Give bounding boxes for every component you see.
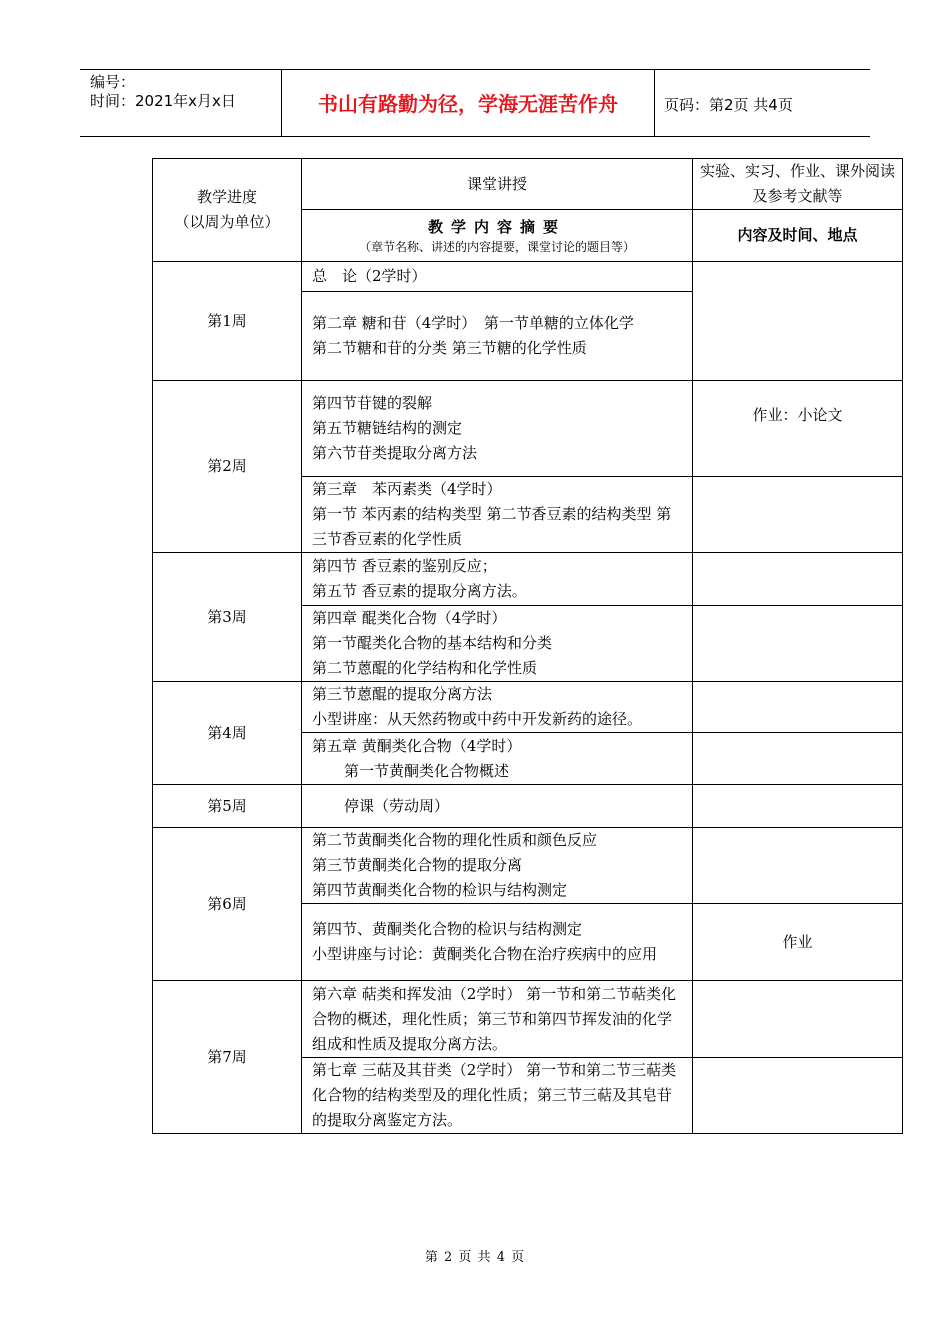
header-motto: 书山有路勤为径，学海无涯苦作舟 xyxy=(318,92,618,116)
content-line: 第四节黄酮类化合物的检识与结构测定 xyxy=(312,881,568,899)
content-cell xyxy=(302,904,693,981)
extra-subheader: 内容及时间、地点 xyxy=(693,210,903,262)
table-row xyxy=(153,785,903,828)
content-line: 停课（劳动周） xyxy=(344,796,450,815)
content-cell xyxy=(302,828,693,904)
extra-cell xyxy=(693,477,903,553)
page-info: 页码：第2页 共4页 xyxy=(664,96,793,114)
content-line: 第一节醌类化合物的基本结构和分类 xyxy=(312,634,553,652)
lecture-column-header: 课堂讲授 xyxy=(302,159,693,210)
table-row xyxy=(153,553,903,606)
header-divider-right xyxy=(654,69,655,136)
summary-subtitle: （章节名称、讲述的内容提要，课堂讨论的题目等） xyxy=(358,239,635,254)
week-column-header xyxy=(153,159,302,262)
page-footer: 第 2 页 共 4 页 xyxy=(424,1250,526,1265)
extra-cell xyxy=(693,682,903,733)
week-cell: 第4周 xyxy=(153,682,302,785)
table-row xyxy=(153,682,903,733)
content-cell xyxy=(302,553,693,606)
table-row xyxy=(153,981,903,1058)
content-line: 第五节糖链结构的测定 xyxy=(312,419,463,437)
extra-cell xyxy=(693,262,903,381)
table-row xyxy=(153,262,903,292)
week-cell: 第5周 xyxy=(153,785,302,828)
content-cell xyxy=(302,606,693,682)
week-header-title: 教学进度 xyxy=(196,188,257,206)
table-row xyxy=(153,381,903,477)
extra-cell xyxy=(693,981,903,1058)
extra-cell: 作业 xyxy=(693,904,903,981)
extra-cell: 作业：小论文 xyxy=(693,381,903,477)
content-line: 第四节、黄酮类化合物的检识与结构测定 xyxy=(312,920,583,938)
content-line: 第二节蒽醌的化学结构和化学性质 xyxy=(312,659,538,677)
content-cell xyxy=(302,381,693,477)
content-line: 第六章 萜类和挥发油（2学时） 第一节和第二节萜类化合物的概述，理化性质；第三节和第四节挥发油的化学组成和性质及提取分离方法。 xyxy=(312,984,677,1053)
content-line: 总 论（2学时） xyxy=(312,267,427,285)
table-header-row xyxy=(153,159,903,210)
content-line: 第二节糖和苷的分类 第三节糖的化学性质 xyxy=(312,339,587,357)
content-cell xyxy=(302,477,693,553)
header-bottom-rule xyxy=(80,136,870,137)
content-line: 第一节 苯丙素的结构类型 第二节香豆素的结构类型 第三节香豆素的化学性质 xyxy=(312,505,672,548)
content-line: 第四章 醌类化合物（4学时） xyxy=(312,609,507,627)
summary-header xyxy=(302,210,693,262)
content-cell xyxy=(302,292,693,381)
content-line: 小型讲座：从天然药物或中药中开发新药的途径。 xyxy=(312,710,643,728)
content-cell xyxy=(302,733,693,785)
extra-cell xyxy=(693,1058,903,1134)
header-top-rule xyxy=(80,69,870,70)
content-line: 第三章 苯丙素类（4学时） xyxy=(312,480,502,498)
week-cell: 第7周 xyxy=(153,981,302,1134)
content-cell xyxy=(302,981,693,1058)
week-cell: 第6周 xyxy=(153,828,302,981)
content-line: 第二章 糖和苷（4学时） 第一节单糖的立体化学 xyxy=(312,314,634,332)
summary-title: 教学内容摘要 xyxy=(427,217,566,236)
extra-cell xyxy=(693,606,903,682)
content-cell xyxy=(302,682,693,733)
content-line: 第一节黄酮类化合物概述 xyxy=(344,761,510,780)
extra-cell xyxy=(693,785,903,828)
content-line: 第五节 香豆素的提取分离方法。 xyxy=(312,582,527,600)
extra-cell xyxy=(693,733,903,785)
content-cell xyxy=(302,1058,693,1134)
week-cell: 第3周 xyxy=(153,553,302,682)
extra-cell xyxy=(693,553,903,606)
content-line: 第七章 三萜及其苷类（2学时） 第一节和第二节三萜类化合物的结构类型及的理化性质；第三节三萜及其皂苷的提取分离鉴定方法。 xyxy=(312,1061,677,1129)
extra-cell xyxy=(693,828,903,904)
content-line: 第三节蒽醌的提取分离方法 xyxy=(312,685,493,703)
content-line: 第三节黄酮类化合物的提取分离 xyxy=(312,856,523,874)
content-line: 小型讲座与讨论：黄酮类化合物在治疗疾病中的应用 xyxy=(312,945,658,963)
document-time-label: 时间：2021年x月x日 xyxy=(90,92,236,110)
week-cell: 第2周 xyxy=(153,381,302,553)
week-cell: 第1周 xyxy=(153,262,302,381)
content-line: 第四节 香豆素的鉴别反应； xyxy=(312,557,497,575)
content-line: 第四节苷键的裂解 xyxy=(312,394,433,412)
content-line: 第六节苷类提取分离方法 xyxy=(312,444,478,462)
teaching-schedule-table xyxy=(152,158,903,1134)
content-line: 第五章 黄酮类化合物（4学时） xyxy=(312,736,522,755)
content-cell xyxy=(302,785,693,828)
document-number-label: 编号： xyxy=(90,73,136,91)
content-cell xyxy=(302,262,693,292)
content-line: 第二节黄酮类化合物的理化性质和颜色反应 xyxy=(312,831,598,849)
week-header-subtitle: （以周为单位） xyxy=(174,213,280,231)
extra-column-header: 实验、实习、作业、课外阅读及参考文献等 xyxy=(693,159,903,210)
table-row xyxy=(153,828,903,904)
